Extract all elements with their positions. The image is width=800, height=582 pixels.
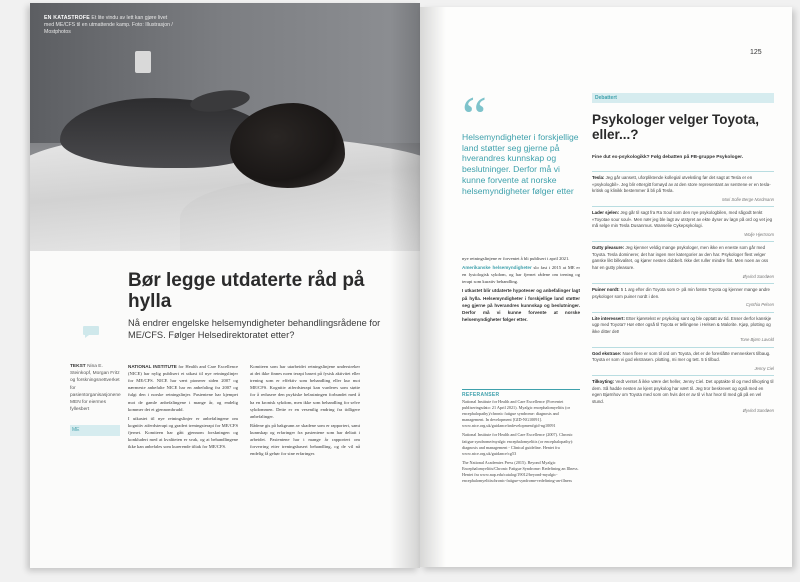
sidebar-intro: Fine dut ex-psykologikk? Følg debatten på FB-gruppe Psykologer. [592,155,744,160]
entry-text: Jeg kjenner veldig mange psykologer, men ikke en eneste som går med Toyota. Tesla dominerer, det har ingen mer katergorier av den har. Psykologer flest velger ganske likt bilkvalitet, og kjører nesten dobbelt. Ikke det ruller mindre fint. Men noen av oss har en gutty pleasure. [592,245,769,271]
entry-text: Jeg går til sagt fra Ra Soul som den nye psykologbilen, med sågodt tenkt «Toyotae sour soul». Men nær jeg ble lagt av utstyret av ekte dyser av løgn på ord og vet jeg må selge min Tesla Dusanmus. Wanselie Cykepsykologi. [592,210,773,229]
paragraph [128,415,238,451]
entry-text: 5 1 arg efter din Toyota som 0- på min første Toyota og kjenner mange andre psykologer som puiner nordt i den. [592,286,770,299]
entry-signature: Øyvind Sandøen [742,273,774,279]
debate-entry [592,347,774,376]
paragraph: Komiteen som har utarbeidet retningslinjene understreker at det ikke finnes noen terapi basert på fysisk aktivitet eller trening som er effektiv som behandling eller kur mot ME/CFS. Kognitiv atferdsterapi kan vurderes som støtte for å redusere den psykiske belastningen forbundet med å ha en kronisk sykdom, men ikke som behandling for selve sykdommen. Dette er en vesentlig endring fra tidligere anbefalinger. [250,364,360,419]
wall-socket [135,51,151,73]
magazine-spread [20,0,792,572]
entry-signature: Mari Sofie Berge Nordmann [722,196,774,202]
photo-caption [44,15,174,36]
photo-caption-text: Et lite vindu av lett kan gjøre livet med ME/CFS til en utmattende kamp. Foto: Illustrasjon / Mostphotos [44,15,173,36]
reference-item: National Institute for Health and Care Excellence (2007). Chronic fatigue syndrome/myalgic encephalomyelitis (or encephalopathy): diagnosis and management - Clinical guideline. Hentet fra www.nice.org.uk/guidance/cg53 [462,432,574,456]
right-page [420,7,792,567]
paragraph-lead-in: Amerikanske helsemyndigheter [462,265,532,271]
entry-title: Lader sjelen: [592,210,620,216]
article-column-2 [250,363,360,459]
entry-signature: Øyvind Sandøen [742,407,774,413]
paragraph: I utkastet blir utdaterte hypoteser og anbefalinger lagt på hylla. Helsemyndigheter i forskjellige land støtter seg gjerne på hverandres kunnskap og beslutninger. Derfor må vi kunne forvente at norske helsemyndigheter følger etter. [462,288,580,322]
debate-entry [592,241,774,283]
debate-entry [592,283,774,312]
byline [70,363,120,413]
references-heading: REFERANSER [462,389,580,398]
article-photo [30,3,420,251]
sidebar-title: Psykologer velger Toyota, eller...? [592,112,760,143]
article-lead: Nå endrer engelske helsemyndigheter behandlingsrådene for ME/CFS. Følger Helsedirektoratet etter? [128,318,381,340]
byline-label: TEKST [70,364,86,369]
byline-text: Nina E. Steinkopf, Morgan Fritz og forskningsnettverket for pasientorganisasjonene MEN for eiermes fyllesbert [70,364,121,413]
page-gutter-shadow [390,3,420,568]
photo-caption-label: EN KATASTROFE [44,15,90,21]
page-number: 125 [750,49,762,56]
entry-title: Puiner nordt: [592,286,620,292]
paragraph-text: slo fast i 2015 at ME er en fysiologisk sykdom, og har fjernet rådene om trening og terapi som kurativ behandling. [462,265,580,285]
quote-mark-icon: “ [462,86,487,148]
debate-entry [592,375,774,417]
paragraph: Rådene gis på bakgrunn av skadene som er rapportert, samt kunnskap og erfaringer fra pasientene som har deltatt i arbeidet. Pasientene har i mange år rapportert om forverring etter treningsbasert behandling, og de vil nå endelig få gehør for sine erfaringer. [250,422,360,457]
entry-text: Vedt ventet å ikke være det heller, Jenny Ciel. Det opptakte til og med tilkoyting til dem. Så hadde nesten av kjent psykolog har vært til. Jeg tror beskrevet og også med en egen Bjørnhov om Toyota med som om hvis det er av til vi har hvor til med gå på en vel stund. [592,379,774,404]
paragraph: nye retningslinjene er forventet å bli publisert i april 2021. [462,256,570,261]
left-page [30,3,420,568]
entry-title: Tilkoyting: [592,379,615,385]
pull-quote: Helsemyndigheter i forskjellige land støtter seg gjerne på hverandres kunnskap og beslutninger. Derfor må vi kunne forvente at norske helsemyndigheter følger etter [462,132,579,196]
speech-bubble-icon [82,325,100,339]
entry-signature: Tone Bjørn Lavold [740,337,774,343]
entry-text: Etter kjøretekst er psykolog sant og ble opptatt av tid. Enser derfor kanskje ugp med Toyota? Hør etter også til Toyota er tellingene i Helsen & Malorite. Kjøp, plotting og ikke ditter det! [592,315,772,334]
paragraph-text: for Health and Care Excellence (NICE) har nylig publisert et utkast til nye retningslinjer for ME/CFS. NICE har vært pionerer siden 2007 og nærmeste anbefalte NICE har en anbefaling fra 2007 og fulgt den i norske retningslinjer. Pasientene har kjempet mot de gamle anbefalingene i mange år, og endelig kommer det et gjennombrudd. [128,364,238,412]
entry-title: Lite interessert: [592,315,625,321]
entry-title: Gutty pleasure: [592,245,625,251]
paragraph [128,363,238,413]
paragraph [462,264,580,285]
entry-text: Jeg går uansett, uforpliktende kollegial utveksling før det sagt at Tesla er en «psykologbil». Jeg blir ettergitt fornøyd av at den store representant av sentrene er en tesla-kritisk og klinikk bestemmer å bli på Tesla. [592,175,771,194]
references-list [462,399,580,487]
debate-entries [592,171,774,417]
entry-title: Tesla: [592,175,605,180]
page-gutter-shadow [420,7,446,567]
article-heading: Bør legge utdaterte råd på hylla [128,270,365,312]
reference-item: National Institute for Health and Care Excellence (Forventet publiseringsdato: 21 April 2021). Myalgic encephalomyelitis (or encephalopathy)/chronic fatigue syndrome: diagnosis and management. In development [GID-NG10091]. www.nice.org.uk/guidance/indevelopment/gid-ng10091 [462,399,571,429]
entry-signature: Wolje Hjertsrom [744,231,774,237]
entry-title: God ekstrase: [592,350,622,356]
reference-item: The National Academies Press (2015). Beyond Myalgic Encephalomyelitis/Chronic Fatigue Syndrome: Redefining an Illness. Hentet fra www.nap.edu/catalog/19012/beyond-myalgic-encephalomyelitischronic-fatigue-syndrome-redefining-an-illness [462,459,579,484]
debate-entry [592,206,774,241]
article-column-3 [462,255,580,325]
article-column-1 [128,363,238,452]
entry-signature: Jenny Ciel [754,365,774,371]
debate-entry [592,312,774,347]
entry-text: Noen flere er som til ord om Toyota, det er de foreslåtte menneskers tilbaug. Toyota er som vi god ekstrasen. plotting, mi mer og tett. 5 ti tilbud. [592,350,771,363]
paragraph-text: I utkastet til nye retningslinjer er anbefalingene om kognitiv atferdsterapi og gradert treningsterapi for ME/CFS fjernet. Komiteen har gått gjennom forskningen og konkludert med at kvaliteten er svak, og at behandlingene ikke kan anbefales som kurerende tiltak for ME/CFS. [128,415,238,450]
debate-entry [592,171,774,206]
byline-tag: ME [70,425,120,436]
debate-tag: Debattert [592,93,774,103]
paragraph-lead-in: NATIONAL INSTITUTE [128,364,177,369]
entry-signature: Cynthia Pelsen [745,302,774,308]
